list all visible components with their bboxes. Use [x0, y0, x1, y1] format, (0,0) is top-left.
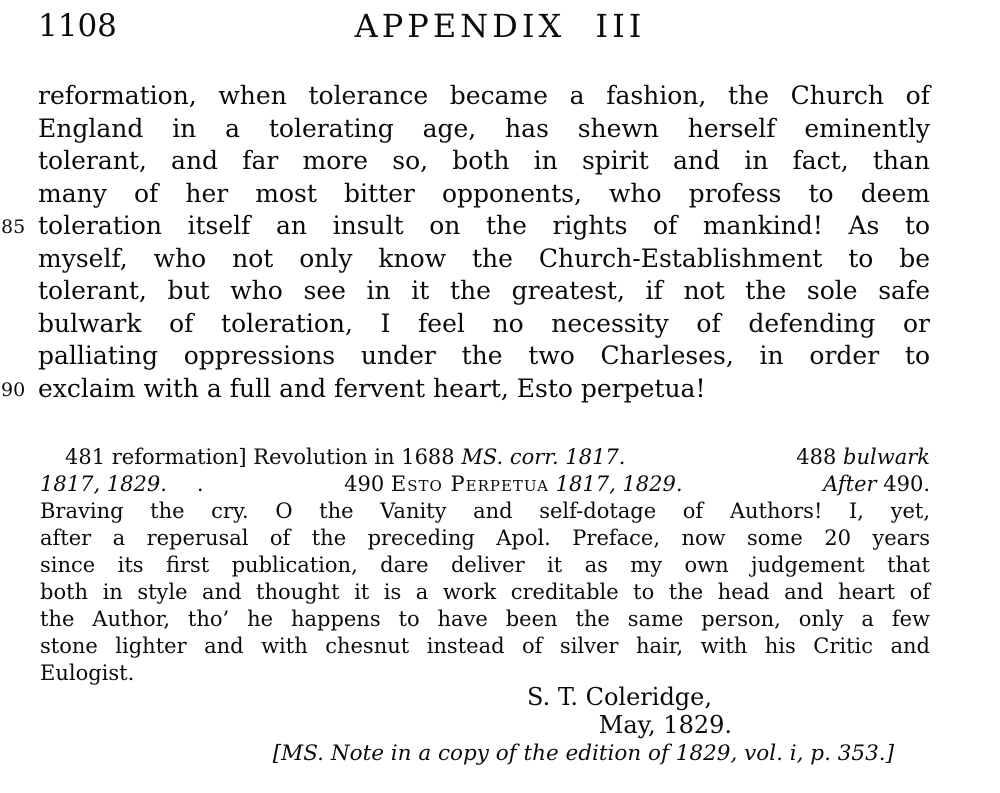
line-text: bulwark of toleration, I feel no necessity of defending or	[38, 308, 930, 338]
note-line: the Author, tho’ he happens to have been the same person, only a few	[40, 607, 930, 631]
line-text: myself, who not only know the Church-Establishment to be	[38, 243, 930, 273]
signature-date: May, 1829.	[598, 711, 732, 739]
apparatus-entry-488	[796, 444, 930, 471]
apparatus-entry-continuation	[40, 471, 204, 498]
manuscript-note-attribution: [MS. Note in a copy of the edition of 1829, vol. i, p. 353.]	[272, 741, 894, 766]
paragraph-line	[38, 113, 930, 146]
note-line: Eulogist.	[40, 661, 135, 685]
line-text: tolerant, but who see in it the greatest, if not the sole safe	[38, 276, 930, 305]
apparatus-lemma: bulwark	[843, 445, 930, 469]
running-title: APPENDIX III	[354, 7, 646, 45]
line-text: reformation, when tolerance became a fashion, the Church of	[38, 81, 930, 110]
apparatus-ref: 488	[796, 445, 844, 469]
apparatus-line	[40, 471, 930, 498]
apparatus-entry-490	[344, 471, 682, 498]
apparatus-line	[40, 444, 930, 471]
paragraph-line	[1, 373, 930, 406]
paragraph-line	[38, 80, 930, 113]
note-line: both in style and thought it is a work creditable to the head and heart of	[40, 580, 930, 604]
line-text: toleration itself an insult on the rights of mankind! As to	[38, 211, 930, 240]
apparatus-source: 1817, 1829.	[555, 472, 683, 496]
paragraph-line	[38, 178, 930, 211]
apparatus-ref: 490.	[876, 472, 930, 496]
signature-name: S. T. Coleridge,	[527, 683, 712, 711]
line-text: exclaim with a full and fervent heart, Esto perpetua!	[38, 373, 706, 403]
paragraph-line	[38, 308, 930, 341]
note-line: since its first publication, dare deliver it as my own judgement that	[40, 553, 930, 577]
line-number-485: 85	[1, 216, 26, 238]
line-text: England in a tolerating age, has shewn herself eminently	[38, 113, 930, 143]
main-paragraph	[1, 80, 930, 405]
apparatus-entry-after-490	[823, 471, 930, 498]
apparatus-source: MS. corr. 1817.	[461, 445, 626, 469]
apparatus-footnotes	[40, 444, 930, 687]
line-number-490: 90	[1, 378, 26, 401]
apparatus-lemma: 481 reformation] Revolution in 1688	[65, 445, 462, 469]
apparatus-source: 1817, 1829.	[40, 472, 167, 496]
paragraph-line	[38, 145, 930, 178]
note-line: Braving the cry. O the Vanity and self-dotage of Authors! I, yet,	[40, 499, 930, 523]
line-text: tolerant, and far more so, both in spirit and in fact, than	[38, 146, 930, 175]
line-text: palliating oppressions under the two Charleses, in order to	[38, 341, 930, 370]
paragraph-line	[1, 210, 930, 243]
apparatus-ref: 490	[344, 472, 391, 496]
paragraph-line	[38, 243, 930, 276]
paragraph-line	[38, 275, 930, 308]
apparatus-keyword: After	[823, 472, 877, 496]
paragraph-line	[38, 340, 930, 373]
apparatus-entry-481	[40, 444, 625, 471]
note-line: stone lighter and with chesnut instead of silver hair, with his Critic and	[40, 634, 930, 658]
stray-dot: .	[196, 472, 204, 496]
note-line: after a reperusal of the preceding Apol. Preface, now some 20 years	[40, 526, 930, 550]
page-number: 1108	[38, 8, 117, 44]
line-text: many of her most bitter opponents, who profess to deem	[38, 178, 930, 208]
apparatus-lemma: Esto Perpetua	[390, 472, 549, 496]
spacer	[549, 472, 556, 496]
